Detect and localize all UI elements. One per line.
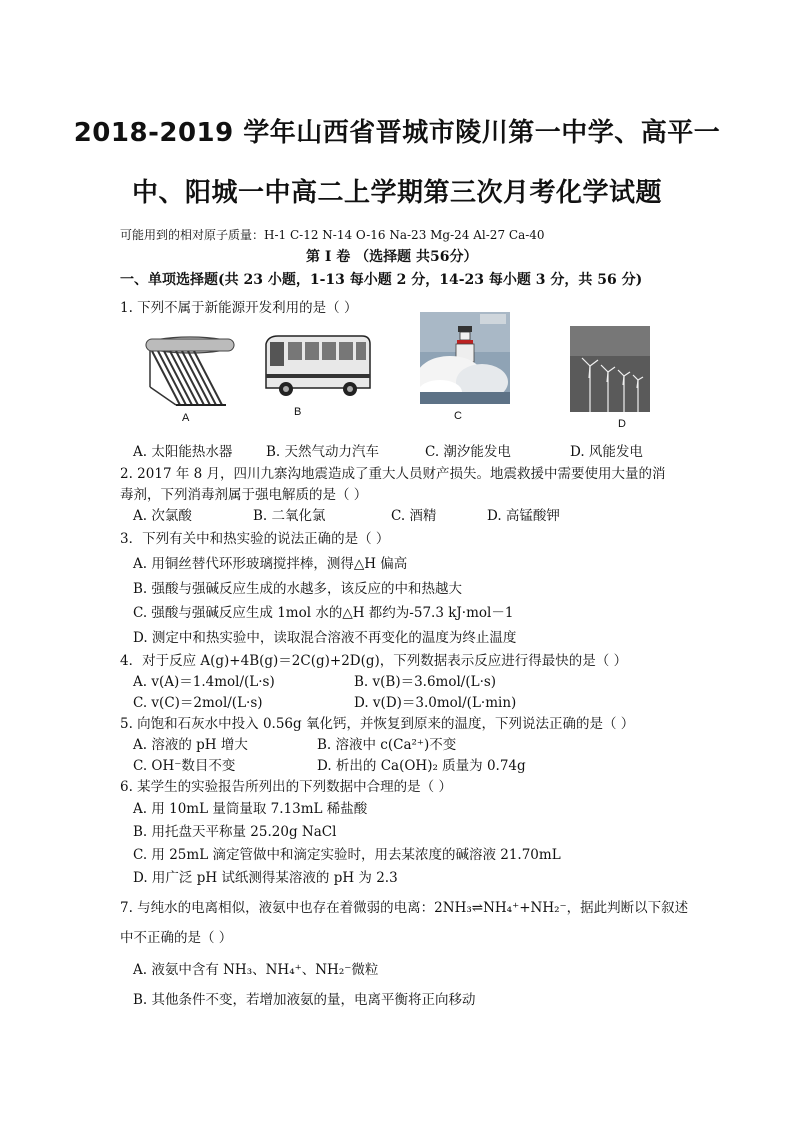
q6-option-c: C. 用 25mL 滴定管做中和滴定实验时，用去某浓度的碱溶液 21.70mL: [133, 847, 561, 863]
q3-stem: 3．下列有关中和热实验的说法正确的是（ ）: [120, 531, 390, 547]
section-heading: 一、单项选择题(共 23 小题，1-13 每小题 2 分，14-23 每小题 3 分，共 56 分): [120, 272, 643, 288]
q2-option-a: A. 次氯酸: [133, 508, 192, 524]
q3-option-d: D. 测定中和热实验中，读取混合溶液不再变化的温度为终止温度: [133, 630, 517, 646]
q7-option-b: B. 其他条件不变，若增加液氨的量，电离平衡将正向移动: [133, 992, 476, 1008]
solar-water-heater-image: [140, 325, 240, 425]
q3-option-b: B. 强酸与强碱反应生成的水越多，该反应的中和热越大: [133, 581, 463, 597]
q2-option-b: B. 二氧化氯: [253, 508, 326, 524]
q4-option-d: D. v(D)＝3.0mol/(L·min): [354, 695, 517, 711]
image-label-d: D: [618, 418, 626, 430]
q7-stem-line2: 中不正确的是（ ）: [120, 930, 233, 946]
q5-option-a: A. 溶液的 pH 增大: [133, 737, 248, 753]
part-heading: 第 I 卷 （选择题 共56分）: [306, 249, 478, 265]
exam-title-line2: 中、阳城一中高二上学期第三次月考化学试题: [131, 178, 662, 208]
q6-stem: 6. 某学生的实验报告所列出的下列数据中合理的是（ ）: [120, 779, 452, 795]
bus-image: [262, 332, 374, 422]
image-label-c: C: [454, 410, 462, 422]
q1-option-c: C. 潮汐能发电: [425, 444, 511, 460]
q5-option-c: C. OH⁻数目不变: [133, 758, 236, 774]
q4-option-a: A. v(A)＝1.4mol/(L·s): [133, 674, 275, 690]
q6-option-d: D. 用广泛 pH 试纸测得某溶液的 pH 为 2.3: [133, 870, 398, 886]
q7-stem-line1: 7. 与纯水的电离相似，液氨中也存在着微弱的电离：2NH₃⇌NH₄⁺+NH₂⁻，据此判断以下叙述: [120, 900, 689, 916]
q2-stem-line1: 2. 2017 年 8 月，四川九寨沟地震造成了重大人员财产损失。地震救援中需要使用大量的消: [120, 466, 666, 482]
q1-stem: 1. 下列不属于新能源开发利用的是（ ）: [120, 300, 358, 316]
q4-option-c: C. v(C)＝2mol/(L·s): [133, 695, 263, 711]
atomic-masses: 可能用到的相对原子质量：H-1 C-12 N-14 O-16 Na-23 Mg-24 Al-27 Ca-40: [120, 228, 545, 242]
q6-option-b: B. 用托盘天平称量 25.20g NaCl: [133, 824, 337, 840]
q7-option-a: A. 液氨中含有 NH₃、NH₄⁺、NH₂⁻微粒: [133, 962, 379, 978]
q5-option-d: D. 析出的 Ca(OH)₂ 质量为 0.74g: [317, 758, 526, 774]
q1-option-a: A. 太阳能热水器: [133, 444, 233, 460]
q4-stem: 4．对于反应 A(g)+4B(g)＝2C(g)+2D(g)，下列数据表示反应进行得最快的是（ ）: [120, 653, 628, 669]
q5-stem: 5. 向饱和石灰水中投入 0.56g 氧化钙，并恢复到原来的温度，下列说法正确的是（ ）: [120, 716, 635, 732]
image-label-a: A: [182, 412, 190, 424]
q6-option-a: A. 用 10mL 量筒量取 7.13mL 稀盐酸: [133, 801, 368, 817]
q1-option-b: B. 天然气动力汽车: [266, 444, 380, 460]
q2-stem-line2: 毒剂，下列消毒剂属于强电解质的是（ ）: [120, 487, 368, 503]
image-label-b: B: [294, 406, 302, 418]
q4-option-b: B. v(B)＝3.6mol/(L·s): [354, 674, 497, 690]
exam-title-line1: 2018-2019 学年山西省晋城市陵川第一中学、高平一: [73, 118, 721, 148]
q3-option-a: A. 用铜丝替代环形玻璃搅拌棒，测得△H 偏高: [133, 556, 408, 572]
q5-option-b: B. 溶液中 c(Ca²⁺)不变: [317, 737, 457, 753]
q1-option-d: D. 风能发电: [570, 444, 643, 460]
q2-option-c: C. 酒精: [391, 508, 437, 524]
wind-turbines-image: [570, 326, 650, 430]
tidal-lighthouse-image: [420, 312, 510, 424]
q3-option-c: C. 强酸与强碱反应生成 1mol 水的△H 都约为-57.3 kJ·mol－1: [133, 605, 514, 621]
q2-option-d: D. 高锰酸钾: [487, 508, 560, 524]
